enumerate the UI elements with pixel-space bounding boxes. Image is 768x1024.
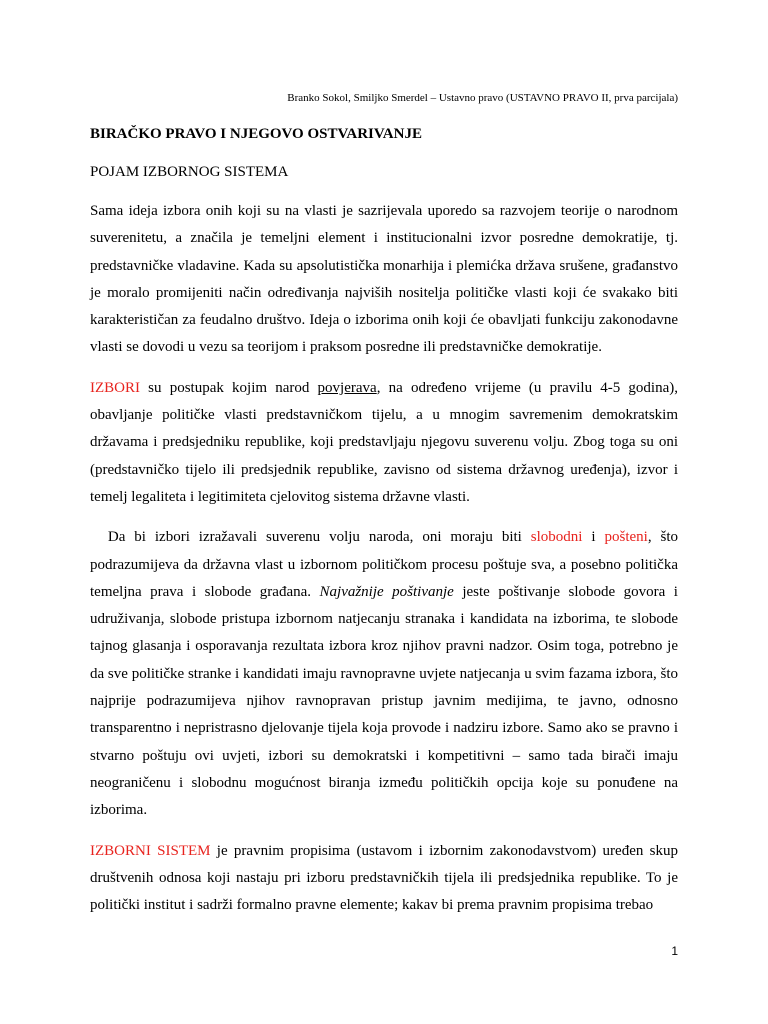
term-posteni: pošteni	[604, 529, 648, 546]
paragraph-izborni-sistem	[90, 838, 678, 920]
paragraph-intro: Sama ideja izbora onih koji su na vlasti je sazrijevala uporedo sa razvojem teorije o narodnom suverenitetu, a značila je temeljni element i institucionalni izvor posredne demokratije, tj. predstavničke vladavine. Kada su apsolutistička monarhija i plemićka država srušene, građanstvo je moralo promijeniti način određivanja najviših nositelja političke vlasti koji će svakako biti karakterističan za feudalno društvo. Ideja o izborima onih koji će obavljati funkciju zakonodavne vlasti se dovodi u vezu sa teorijom i praksom posredne ili predstavničke demokratije.	[90, 203, 678, 356]
paragraph-text: jeste poštivanje slobode govora i udruživanja, slobode pristupa izbornom natjecanju stranaka i kandidata na izborima, te slobode tajnog glasanja i osporavanja rezultata izbora kroz njihov pravni nadzor. Osim toga, potrebno je da sve političke stranke i kandidati imaju ravnopravne uvjete natjecanja u svim fazama izbora, što najprije podrazumijeva njihov ravnopravan pristup javnim medijima, te javno, odnosno transparentno i nepristrasno djelovanje tijela koja provode i nadziru izbore. Samo ako se pravno i stvarno poštuju ovi uvjeti, izbori su demokratski i kompetitivni – samo tada birači imaju neograničenu i slobodnu mogućnost biranja između političkih opcija koje su ponuđene na izborima.	[90, 583, 678, 819]
paragraph-text: su postupak kojim narod	[140, 379, 318, 396]
underlined-word: povjerava	[317, 379, 377, 396]
term-izbori: IZBORI	[90, 379, 140, 396]
paragraph-slobodni-posteni	[90, 524, 678, 824]
paragraph-text: i	[582, 529, 605, 546]
section-subtitle: POJAM IZBORNOG SISTEMA	[90, 164, 289, 180]
section-title: BIRAČKO PRAVO I NJEGOVO OSTVARIVANJE	[90, 126, 422, 142]
paragraph-text: Da bi izbori izražavali suverenu volju naroda, oni moraju biti	[90, 529, 531, 546]
paragraph-text: , na određeno vrijeme (u pravilu 4-5 godina), obavljanje političke vlasti predstavničkom tijelu, a u mnogim savremenim demokratskim državama i predsjedniku republike, koji predstavljaju njegovu suverenu volju. Zbog toga su oni (predstavničko tijelo ili predsjednik republike, zavisno od sistema državnog uređenja), izvor i temelj legaliteta i legitimiteta cjelovitog sistema državne vlasti.	[90, 379, 678, 505]
italic-phrase: Najvažnije poštivanje	[319, 583, 454, 600]
paragraph-izbori	[90, 375, 678, 511]
paragraph-text: je pravnim propisima (ustavom i izbornim zakonodavstvom) uređen skup društvenih odnosa koji nastaju pri izboru predstavničkih tijela ili predsjednika republike. To je politički institut i sadrži formalno pravne elemente; kakav bi prema pravnim propisima trebao	[90, 842, 678, 914]
term-slobodni: slobodni	[530, 529, 583, 546]
paragraph-text: , što podrazumijeva da državna vlast u izbornom političkom procesu poštuje sva, a posebno politička temeljna prava i slobode građana.	[90, 529, 679, 600]
page-number: 1	[671, 944, 678, 958]
document-body	[90, 124, 678, 932]
term-izborni-sistem: IZBORNI SISTEM	[90, 842, 211, 859]
running-header: Branko Sokol, Smiljko Smerdel – Ustavno pravo (USTAVNO PRAVO II, prva parcijala)	[287, 92, 678, 104]
